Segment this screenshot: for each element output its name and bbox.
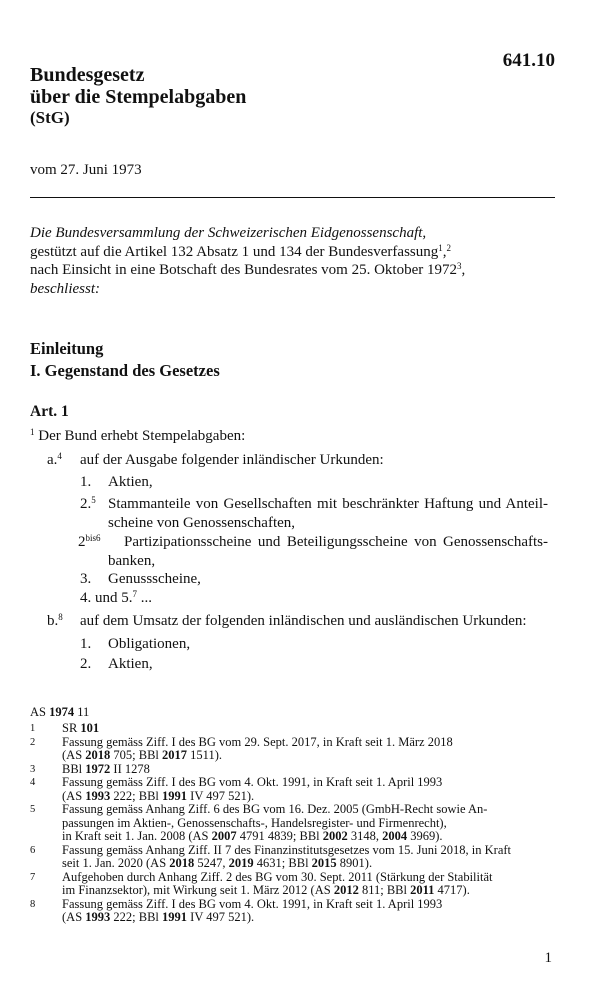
footnote-ref[interactable]: 7 xyxy=(132,589,137,599)
law-title-line-1: Bundesgesetz xyxy=(30,64,145,86)
item-a-text: auf der Ausgabe folgender inländischer Urkunden: xyxy=(80,452,384,468)
footnote-ref[interactable]: 1 xyxy=(438,242,443,253)
subitem-number: 1. xyxy=(80,474,92,490)
paragraph-1: $^1$ Der Bund erhebt Stempelabgaben: xyxy=(30,427,246,444)
subitem-text: Stammanteile von Gesellschaften mit beschränkter Haftung und Anteil- xyxy=(108,496,548,512)
section-heading-introduction: Einleitung xyxy=(30,339,104,358)
preamble xyxy=(30,224,465,298)
preamble-line-2: gestützt auf die Artikel 132 Absatz 1 und 134 der Bundesverfassung$^1$,$^2$ xyxy=(30,242,452,260)
footnote xyxy=(30,776,560,803)
subitem-number: $2^{bis6}$ xyxy=(78,533,101,550)
subitem-number: 2. xyxy=(80,656,92,672)
law-number: 641.10 xyxy=(502,50,555,71)
footnote xyxy=(30,736,560,763)
item-a-label: a.$^4$ xyxy=(47,451,62,468)
footnote-number: 6 xyxy=(30,844,36,856)
footnote-text: Fassung gemäss Anhang Ziff. II 7 des Finanzinstitutsgesetzes vom 15. Juni 2018, in Kraft seit 1. Jan. 2020 (AS 2018 5247, 2019 4631; BBl 2015 8901). xyxy=(62,842,512,870)
footnote-number: 8 xyxy=(30,898,36,910)
footnote-text: Fassung gemäss Anhang Ziff. 6 des BG vom 16. Dez. 2005 (GmbH-Recht sowie An- passungen im Aktien-, Genossenschafts-, Handelsregister- und Firmenrecht), in Kraft seit 1. Jan. 2008 (AS 2007 4791 4839; BBl 2002 3148, 2004 3969). xyxy=(62,802,488,843)
paragraph-number: 1 xyxy=(30,427,35,437)
footnote xyxy=(30,803,560,844)
footnote xyxy=(30,722,560,736)
footnote-number: 1 xyxy=(30,723,36,734)
subitem-text: Aktien, xyxy=(108,656,153,672)
footnote-ref[interactable]: 6 xyxy=(96,533,101,543)
footnote-number: 2 xyxy=(30,736,36,748)
subitem-text: Partizipationsscheine und Beteiligungsscheine von Genossenschafts- xyxy=(124,534,548,550)
footnote-text: BBl 1972 II 1278 xyxy=(62,761,150,776)
section-heading-subject: I. Gegenstand des Gesetzes xyxy=(30,361,220,380)
footnote-text: SR 101 xyxy=(62,721,100,735)
law-title xyxy=(30,64,246,108)
footnote-ref[interactable]: 5 xyxy=(91,495,96,505)
subitem-text: Obligationen, xyxy=(108,636,191,652)
footnote-number: 3 xyxy=(30,763,36,775)
law-title-line-2: über die Stempelabgaben xyxy=(30,86,247,108)
subitem-text-continued: scheine von Genossenschaften, xyxy=(108,515,296,531)
item-b-label: b.$^8$ xyxy=(47,612,63,629)
footnote-ref[interactable]: 3 xyxy=(457,261,462,271)
subitem-text-continued: banken, xyxy=(108,553,156,569)
footnote-text: Fassung gemäss Ziff. I des BG vom 29. Sept. 2017, in Kraft seit 1. März 2018 (AS 2018 705; BBl 2017 1511). xyxy=(62,734,453,762)
footnote-text: Aufgehoben durch Anhang Ziff. 2 des BG vom 30. Sept. 2011 (Stärkung der Stabilität im Finanzsektor), mit Wirkung seit 1. März 2012 (AS 2012 811; BBl 2011 4717). xyxy=(62,869,493,897)
subitem-number: 3. xyxy=(80,571,92,587)
preamble-line-1: Die Bundesversammlung der Schweizerischen Eidgenossenschaft, xyxy=(30,225,427,241)
footnote xyxy=(30,898,560,925)
preamble-line-3: nach Einsicht in eine Botschaft des Bundesrates vom 25. Oktober 1972$^3$, xyxy=(30,261,466,278)
item-b-text: auf dem Umsatz der folgenden inländischen und ausländischen Urkunden: xyxy=(80,613,527,629)
page-number: 1 xyxy=(544,950,552,966)
as-reference: AS 1974 11 xyxy=(30,705,90,719)
subitem-suffix: bis xyxy=(85,533,97,543)
footnote-number: 5 xyxy=(30,804,36,815)
law-abbreviation: (StG) xyxy=(30,108,70,127)
subitem-number: 2.$^5$ xyxy=(80,495,96,512)
subitem-text: Aktien, xyxy=(108,474,153,490)
footnote-ref[interactable]: 8 xyxy=(58,612,63,622)
footnote-text: Fassung gemäss Ziff. I des BG vom 4. Okt. 1991, in Kraft seit 1. April 1993 (AS 1993 222; BBl 1991 IV 497 521). xyxy=(62,896,443,924)
subitem-number: 1. xyxy=(80,636,92,652)
footnote-ref[interactable]: 2 xyxy=(446,242,452,253)
subitem-number: 4. und 5.$^7$ ... xyxy=(80,589,152,606)
preamble-line-4: beschliesst: xyxy=(30,280,100,297)
footnote-number: 7 xyxy=(30,871,36,883)
footnote xyxy=(30,871,560,898)
footnote-number: 4 xyxy=(30,777,36,788)
header-divider xyxy=(30,197,555,198)
article-heading: Art. 1 xyxy=(30,403,69,420)
law-date: vom 27. Juni 1973 xyxy=(30,162,142,178)
subitem-text: Genussscheine, xyxy=(108,571,201,587)
footnotes xyxy=(30,722,560,925)
footnote-ref[interactable]: 4 xyxy=(57,451,62,461)
footnote-text: Fassung gemäss Ziff. I des BG vom 4. Okt. 1991, in Kraft seit 1. April 1993 (AS 1993 222; BBl 1991 IV 497 521). xyxy=(62,775,443,803)
footnote xyxy=(30,844,560,871)
footnote xyxy=(30,763,560,777)
